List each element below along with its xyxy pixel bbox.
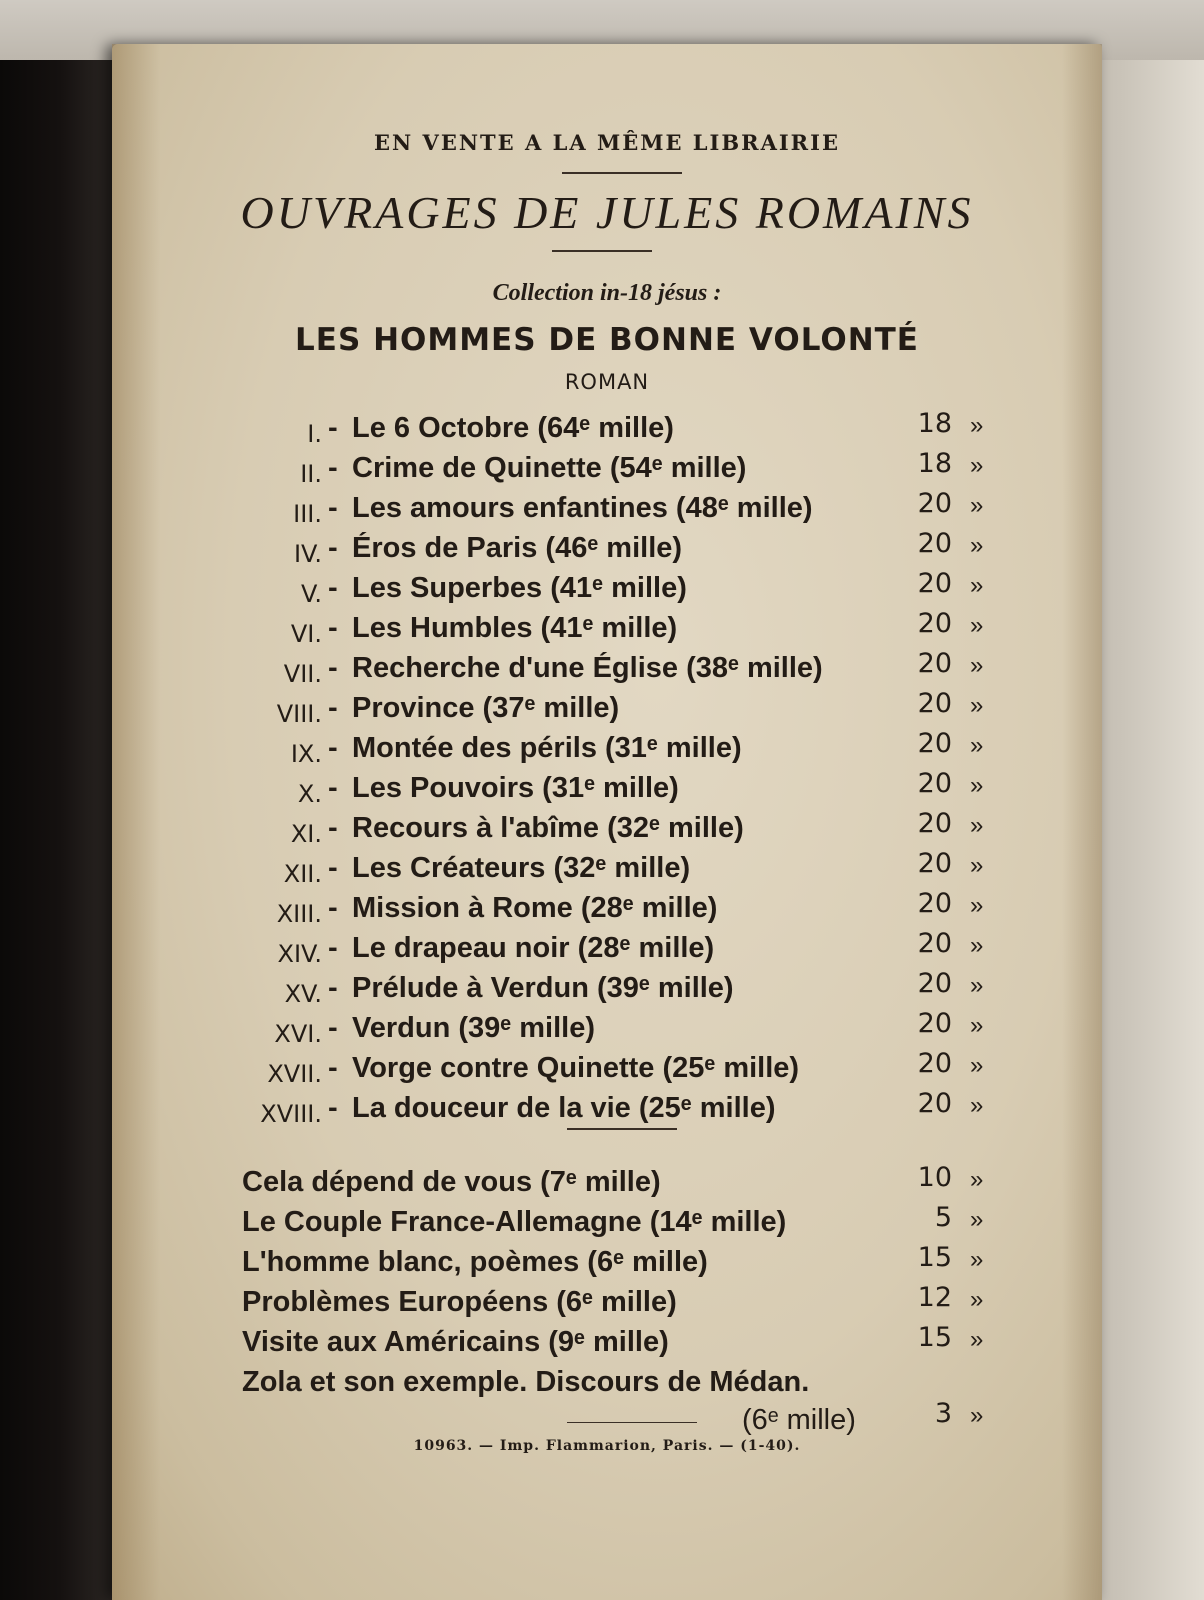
work-title: Le Couple France-Allemagne (14ᵉ mille) bbox=[242, 1206, 787, 1238]
cover-content bbox=[112, 44, 1102, 1600]
volume-row bbox=[222, 928, 1002, 968]
volume-row bbox=[222, 968, 1002, 1008]
volume-numeral: XVI. bbox=[274, 1020, 322, 1048]
separator: - bbox=[328, 412, 338, 444]
volume-row bbox=[222, 1048, 1002, 1088]
collection-label: Collection in-18 jésus : bbox=[492, 280, 722, 306]
price: 20 bbox=[917, 568, 952, 599]
volume-row bbox=[222, 1008, 1002, 1048]
price: 20 bbox=[917, 728, 952, 759]
price: 20 bbox=[917, 648, 952, 679]
price: 20 bbox=[917, 1048, 952, 1079]
price-unit: » bbox=[970, 852, 984, 879]
price-unit: » bbox=[970, 812, 984, 839]
price-unit: » bbox=[970, 1286, 984, 1313]
separator: - bbox=[328, 692, 338, 724]
price: 5 bbox=[934, 1202, 952, 1233]
price-unit: » bbox=[970, 1246, 984, 1273]
volume-numeral: IV. bbox=[293, 540, 322, 568]
list-item bbox=[242, 1242, 1002, 1282]
separator: - bbox=[328, 452, 338, 484]
separator: - bbox=[328, 772, 338, 804]
price: 18 bbox=[917, 408, 952, 439]
price: 20 bbox=[917, 688, 952, 719]
separator: - bbox=[328, 652, 338, 684]
work-title: Cela dépend de vous (7ᵉ mille) bbox=[242, 1166, 661, 1198]
price: 15 bbox=[917, 1242, 952, 1273]
work-title: Problèmes Européens (6ᵉ mille) bbox=[242, 1286, 677, 1318]
volume-title: Vorge contre Quinette (25ᵉ mille) bbox=[352, 1052, 800, 1084]
price: 10 bbox=[917, 1162, 952, 1193]
volume-numeral: XI. bbox=[290, 820, 322, 848]
volume-numeral: XII. bbox=[283, 860, 322, 888]
series-subtitle: ROMAN bbox=[564, 370, 650, 394]
separator: - bbox=[328, 612, 338, 644]
divider-top bbox=[562, 172, 682, 174]
price-unit: » bbox=[970, 892, 984, 919]
price: 20 bbox=[917, 888, 952, 919]
volume-numeral: XV. bbox=[284, 980, 322, 1008]
volume-numeral: X. bbox=[297, 780, 322, 808]
volume-row bbox=[222, 688, 1002, 728]
price-unit: » bbox=[970, 572, 984, 599]
price-unit: » bbox=[970, 1092, 984, 1119]
separator: - bbox=[328, 812, 338, 844]
price-unit: » bbox=[970, 412, 984, 439]
last-work-title: Zola et son exemple. Discours de Médan. bbox=[242, 1366, 810, 1398]
other-works-list bbox=[242, 1162, 1002, 1438]
volume-numeral: IX. bbox=[290, 740, 322, 768]
volume-numeral: I. bbox=[307, 420, 322, 448]
divider-list bbox=[567, 1128, 677, 1130]
price: 20 bbox=[917, 768, 952, 799]
price-unit: » bbox=[970, 612, 984, 639]
volume-row bbox=[222, 848, 1002, 888]
volume-row bbox=[222, 528, 1002, 568]
volume-row bbox=[222, 1088, 1002, 1128]
volume-numeral: XIII. bbox=[276, 900, 322, 928]
volume-numeral: XVIII. bbox=[260, 1100, 322, 1128]
divider-bottom bbox=[567, 1422, 697, 1423]
price-unit: » bbox=[970, 1326, 984, 1353]
volume-title: Les amours enfantines (48ᵉ mille) bbox=[352, 492, 813, 524]
volume-title: Prélude à Verdun (39ᵉ mille) bbox=[352, 972, 734, 1004]
price-unit: » bbox=[970, 1012, 984, 1039]
separator: - bbox=[328, 1052, 338, 1084]
volume-title: Les Superbes (41ᵉ mille) bbox=[352, 572, 687, 604]
price: 20 bbox=[917, 1008, 952, 1039]
list-item bbox=[242, 1162, 1002, 1202]
price: 20 bbox=[917, 968, 952, 999]
list-item bbox=[242, 1202, 1002, 1242]
price: 20 bbox=[917, 1088, 952, 1119]
separator: - bbox=[328, 852, 338, 884]
volume-title: Recours à l'abîme (32ᵉ mille) bbox=[352, 812, 744, 844]
divider-title bbox=[552, 250, 652, 252]
price-unit: » bbox=[970, 932, 984, 959]
price-unit: » bbox=[970, 692, 984, 719]
last-work-edition: (6ᵉ mille) bbox=[742, 1404, 856, 1436]
volume-row bbox=[222, 808, 1002, 848]
volume-row bbox=[222, 728, 1002, 768]
separator: - bbox=[328, 572, 338, 604]
volume-numeral: XIV. bbox=[277, 940, 322, 968]
price: 18 bbox=[917, 448, 952, 479]
volume-title: Montée des périls (31ᵉ mille) bbox=[352, 732, 742, 764]
volume-list bbox=[222, 408, 1002, 1128]
price: 15 bbox=[917, 1322, 952, 1353]
price-unit: » bbox=[970, 1166, 984, 1193]
list-item bbox=[242, 1362, 1002, 1438]
list-item bbox=[242, 1322, 1002, 1362]
volume-title: Le 6 Octobre (64ᵉ mille) bbox=[352, 412, 674, 444]
printer-imprint: 10963. — Imp. Flammarion, Paris. — (1-40). bbox=[413, 1438, 801, 1454]
separator: - bbox=[328, 1092, 338, 1124]
book-back-cover bbox=[112, 44, 1102, 1600]
price-unit: » bbox=[970, 1402, 984, 1429]
volume-title: Les Humbles (41ᵉ mille) bbox=[352, 612, 678, 644]
separator: - bbox=[328, 492, 338, 524]
volume-row bbox=[222, 888, 1002, 928]
price-unit: » bbox=[970, 732, 984, 759]
price: 3 bbox=[934, 1398, 952, 1429]
list-item bbox=[242, 1282, 1002, 1322]
volume-title: Le drapeau noir (28ᵉ mille) bbox=[352, 932, 715, 964]
price-unit: » bbox=[970, 652, 984, 679]
price: 20 bbox=[917, 608, 952, 639]
separator: - bbox=[328, 532, 338, 564]
price-unit: » bbox=[970, 492, 984, 519]
price: 20 bbox=[917, 928, 952, 959]
work-title: Visite aux Américains (9ᵉ mille) bbox=[242, 1326, 669, 1358]
volume-numeral: VI. bbox=[290, 620, 322, 648]
price-unit: » bbox=[970, 532, 984, 559]
volume-title: Crime de Quinette (54ᵉ mille) bbox=[352, 452, 747, 484]
page-title: OUVRAGES DE JULES ROMAINS bbox=[240, 187, 974, 238]
separator: - bbox=[328, 972, 338, 1004]
volume-title: Recherche d'une Église (38ᵉ mille) bbox=[352, 652, 823, 684]
volume-numeral: II. bbox=[300, 460, 322, 488]
series-title: LES HOMMES DE BONNE VOLONTÉ bbox=[295, 322, 919, 358]
price: 20 bbox=[917, 528, 952, 559]
separator: - bbox=[328, 932, 338, 964]
volume-row bbox=[222, 488, 1002, 528]
price-unit: » bbox=[970, 972, 984, 999]
price-unit: » bbox=[970, 772, 984, 799]
price-unit: » bbox=[970, 1052, 984, 1079]
volume-title: Verdun (39ᵉ mille) bbox=[352, 1012, 595, 1044]
volume-row bbox=[222, 568, 1002, 608]
volume-title: Éros de Paris (46ᵉ mille) bbox=[352, 532, 683, 564]
price-unit: » bbox=[970, 1206, 984, 1233]
volume-row bbox=[222, 408, 1002, 448]
volume-numeral: III. bbox=[293, 500, 322, 528]
volume-title: Mission à Rome (28ᵉ mille) bbox=[352, 892, 718, 924]
volume-row bbox=[222, 768, 1002, 808]
volume-title: Les Pouvoirs (31ᵉ mille) bbox=[352, 772, 679, 804]
separator: - bbox=[328, 1012, 338, 1044]
volume-numeral: V. bbox=[301, 580, 322, 608]
volume-title: La douceur de la vie (25ᵉ mille) bbox=[352, 1092, 776, 1124]
volume-numeral: VII. bbox=[283, 660, 322, 688]
volume-title: Province (37ᵉ mille) bbox=[352, 692, 620, 724]
volume-row bbox=[222, 448, 1002, 488]
price: 20 bbox=[917, 488, 952, 519]
price: 20 bbox=[917, 808, 952, 839]
price: 20 bbox=[917, 848, 952, 879]
volume-numeral: XVII. bbox=[267, 1060, 322, 1088]
price-unit: » bbox=[970, 452, 984, 479]
work-title: L'homme blanc, poèmes (6ᵉ mille) bbox=[242, 1246, 708, 1278]
price: 12 bbox=[917, 1282, 952, 1313]
volume-numeral: VIII. bbox=[276, 700, 322, 728]
separator: - bbox=[328, 892, 338, 924]
volume-row bbox=[222, 648, 1002, 688]
publisher-notice: EN VENTE A LA MÊME LIBRAIRIE bbox=[374, 130, 840, 155]
volume-title: Les Créateurs (32ᵉ mille) bbox=[352, 852, 691, 884]
separator: - bbox=[328, 732, 338, 764]
volume-row bbox=[222, 608, 1002, 648]
